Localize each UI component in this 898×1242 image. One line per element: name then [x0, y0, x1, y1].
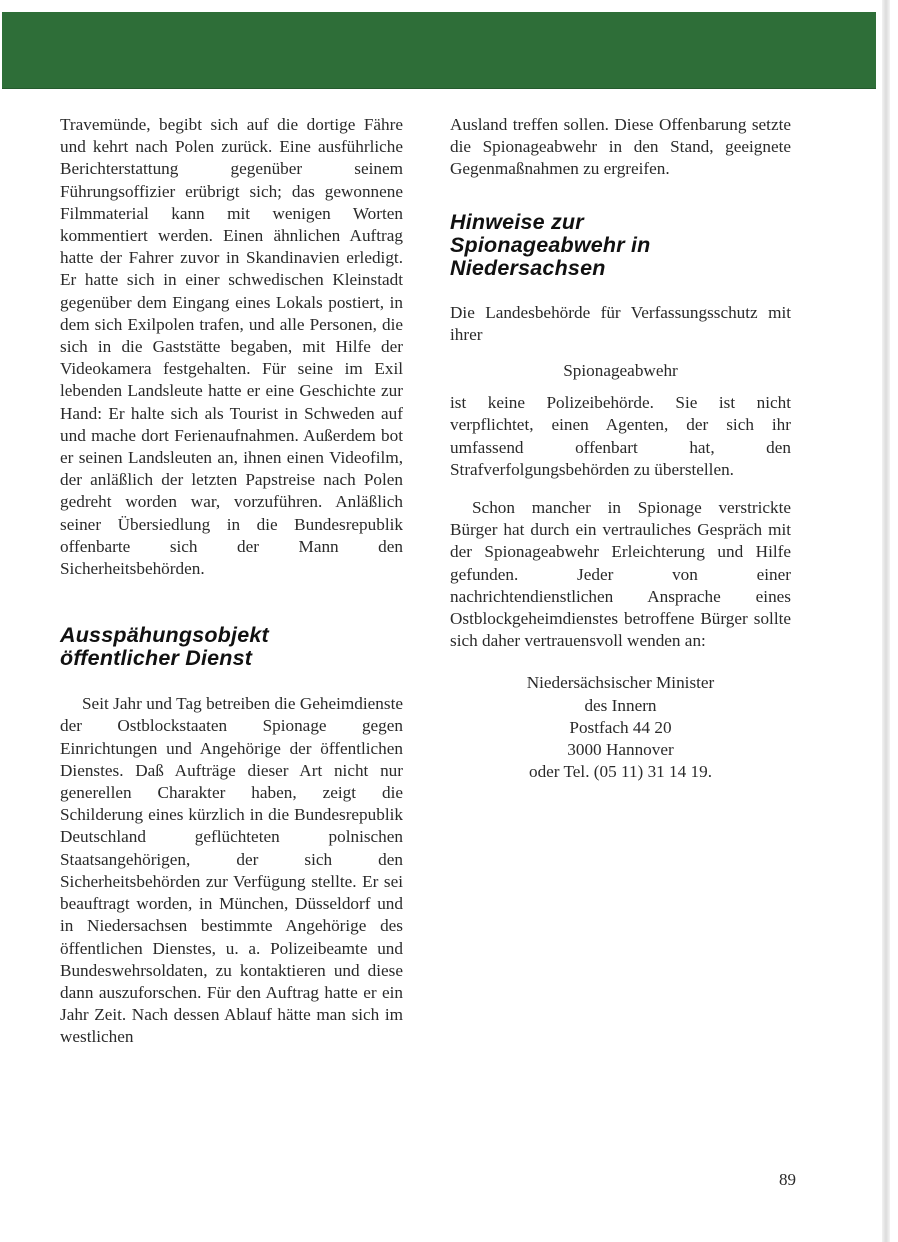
heading-line: Ausspähungsobjekt	[60, 623, 269, 648]
centered-word-spionageabwehr: Spionageabwehr	[563, 361, 678, 381]
left-paragraph-2: Seit Jahr und Tag betreiben die Geheimdienste der Ostblockstaaten Spionage gegen Einrichtungen und Angehörige der öffentlichen Dienstes. Daß Aufträge dieser Art nicht nur generellen Charakter haben, zeigt die Schilderung eines kürzlich in die Bundesrepublik Deutschland geflüchteten polnischen Staatsangehörigen, der sich den Sicherheitsbehörden zur Verfügung stellte. Er sei beauftragt worden, in München, Düsseldorf und in Niedersachsen bestimmte Angehörige des öffentlichen Dienstes, u. a. Polizeibeamte und Bundeswehrsoldaten, zu kontaktieren und diese dann auszuforschen. Für den Auftrag hatte er ein Jahr Zeit. Nach dessen Ablauf hätte man sich im westlichen	[60, 694, 403, 1047]
right-column	[450, 114, 791, 783]
section-heading-ausspaehungsobjekt	[60, 624, 403, 670]
heading-line: Spionageabwehr in	[450, 232, 651, 257]
heading-line: öffentlicher Dienst	[60, 646, 253, 671]
right-paragraph-4: Schon mancher in Spionage verstrickte Bürger hat durch ein vertrauliches Gespräch mit der Spionageabwehr Erleichterung und Hilfe gefunden. Jeder von einer nachrichtendienstlichen Ansprache eines Ostblockgeheimdienstes betroffene Bürger sollte sich daher vertrauensvoll wenden an:	[450, 498, 791, 651]
left-paragraph-1: Travemünde, begibt sich auf die dortige Fähre und kehrt nach Polen zurück. Eine ausführliche Berichterstattung gegenüber seinem Führungsoffizier erübrigt sich; das gewonnene Filmmaterial kann mit wenigen Worten kommentiert werden. Einen ähnlichen Auftrag hatte der Fahrer zuvor in Skandinavien erledigt. Er hatte sich in einer schwedischen Kleinstadt gegenüber dem Eingang eines Lokals postiert, in dem sich Exilpolen trafen, und alle Personen, die sich in die Gaststätte begaben, mit Hilfe der Videokamera festgehalten. Für seine im Exil lebenden Landsleute hatte er eine Geschichte zur Hand: Er halte sich als Tourist in Schweden auf und mache dort Ferienaufnahmen. Außerdem bot er seinen Landsleuten an, ihnen einen Videofilm, der anläßlich der letzten Papstreise nach Polen gedreht worden war, vorzuführen. Anläßlich seiner Übersiedlung in die Bundesrepublik offenbarte sich der Mann den Sicherheitsbehörden.	[60, 115, 403, 579]
header-color-band	[2, 12, 876, 89]
right-paragraph-2: Die Landesbehörde für Verfassungsschutz mit ihrer	[450, 302, 791, 344]
contact-address	[450, 672, 791, 783]
address-line: Postfach 44 20	[569, 717, 672, 737]
page-number: 89	[779, 1170, 796, 1189]
address-line: 3000 Hannover	[567, 740, 674, 760]
page-edge-shadow	[882, 0, 890, 1242]
address-line: Niedersächsischer Minister	[526, 673, 715, 693]
right-paragraph-3: ist keine Polizeibehörde. Sie ist nicht verpflichtet, einen Agenten, der sich ihr umfassend offenbart hat, den Strafverfolgungsbehörden zu überstellen.	[450, 393, 791, 479]
heading-line: Niedersachsen	[450, 255, 606, 280]
left-column	[60, 114, 403, 1049]
address-line: des Innern	[584, 695, 657, 715]
section-heading-hinweise	[450, 211, 791, 280]
address-line: oder Tel. (05 11) 31 14 19.	[528, 762, 713, 782]
right-paragraph-1: Ausland treffen sollen. Diese Offenbarung setzte die Spionageabwehr in den Stand, geeignete Gegenmaßnahmen zu ergreifen.	[450, 115, 791, 179]
heading-line: Hinweise zur	[450, 209, 584, 234]
